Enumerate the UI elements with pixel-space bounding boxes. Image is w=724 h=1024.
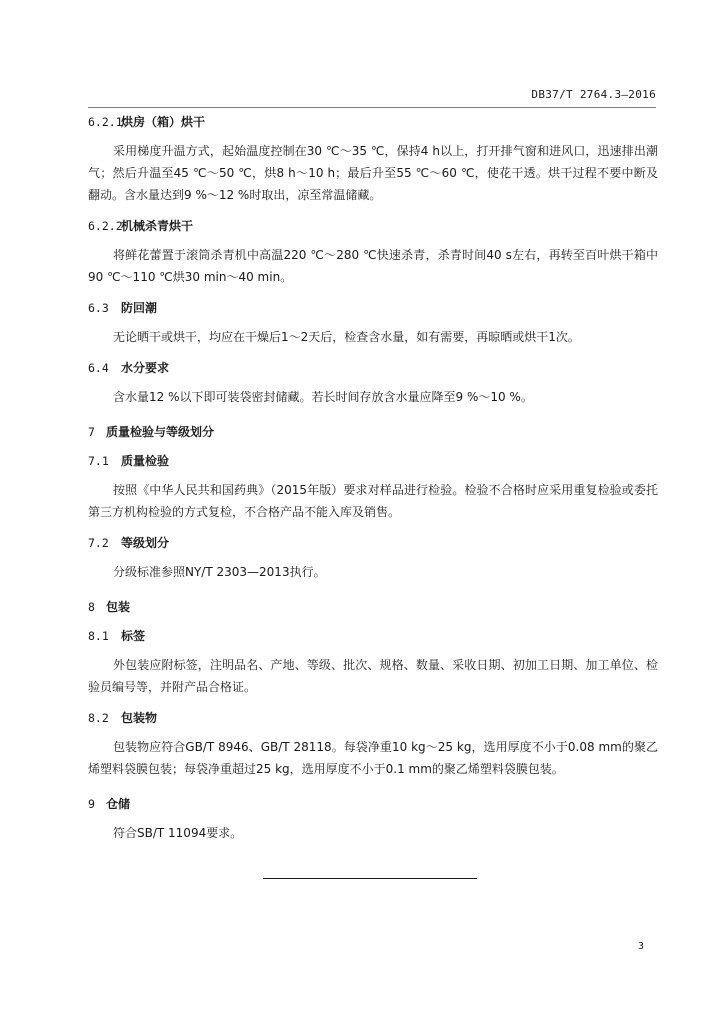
body-paragraph: 采用梯度升温方式，起始温度控制在30 ℃～35 ℃，保持4 h以上，打开排气窗和进风口，迅速排出潮气；然后升温至45 ℃～50 ℃，烘8 h～10 h；最后升至55 ℃～60 ℃，使花干透。烘干过程不要中断及翻动。含水量达到9 %～12 %时取出，凉至常温储藏。 xyxy=(88,144,658,202)
section-heading xyxy=(88,598,658,616)
section-heading xyxy=(88,423,658,441)
section-title: 包装物 xyxy=(121,711,158,725)
section-title: 仓储 xyxy=(106,797,131,811)
section-number: 8 xyxy=(88,600,95,614)
section-heading xyxy=(88,627,658,645)
section-heading xyxy=(88,452,658,470)
section-number: 6.2.2 xyxy=(88,219,123,233)
section-number: 7.2 xyxy=(88,536,109,550)
section-number: 8.2 xyxy=(88,711,109,725)
section-number: 6.4 xyxy=(88,361,109,375)
section-title: 标签 xyxy=(121,629,146,643)
section-heading xyxy=(88,113,658,131)
body-paragraph: 外包装应附标签，注明品名、产地、等级、批次、规格、数量、采收日期、初加工日期、加工单位、检验员编号等，并附产品合格证。 xyxy=(88,658,658,694)
document-code: DB37/T 2764.3—2016 xyxy=(531,88,656,101)
section-title: 烘房（箱）烘干 xyxy=(121,115,206,129)
section-title: 包装 xyxy=(106,600,131,614)
section-number: 6.3 xyxy=(88,301,109,315)
section-title: 等级划分 xyxy=(121,536,170,550)
section-title: 水分要求 xyxy=(121,361,170,375)
section-heading xyxy=(88,299,658,317)
body-paragraph: 包装物应符合GB/T 8946、GB/T 28118。每袋净重10 kg～25 kg，选用厚度不小于0.08 mm的聚乙烯塑料袋膜包装；每袋净重超过25 kg，选用厚度不小于0.1 mm的聚乙烯塑料袋膜包装。 xyxy=(88,740,658,776)
section-title: 质量检验 xyxy=(121,454,170,468)
body-paragraph: 将鲜花蕾置于滚筒杀青机中高温220 ℃～280 ℃快速杀青，杀青时间40 s左右，再转至百叶烘干箱中90 ℃～110 ℃烘30 min～40 min。 xyxy=(88,248,658,284)
section-heading xyxy=(88,217,658,235)
section-heading xyxy=(88,709,658,727)
body-paragraph: 分级标准参照NY/T 2303—2013执行。 xyxy=(113,565,326,579)
section-heading xyxy=(88,795,658,813)
body-paragraph: 无论晒干或烘干，均应在干燥后1～2天后，检查含水量，如有需要，再晾晒或烘干1次。 xyxy=(113,330,580,344)
page-number: 3 xyxy=(637,941,644,952)
end-of-document-rule xyxy=(263,878,477,879)
header-rule xyxy=(88,107,656,108)
section-heading xyxy=(88,359,658,377)
section-heading xyxy=(88,534,658,552)
body-paragraph: 按照《中华人民共和国药典》（2015年版）要求对样品进行检验。检验不合格时应采用重复检验或委托第三方机构检验的方式复检，不合格产品不能入库及销售。 xyxy=(88,483,658,519)
section-number: 6.2.1 xyxy=(88,115,123,129)
document-body xyxy=(88,113,658,844)
body-paragraph: 含水量12 %以下即可装袋密封储藏。若长时间存放含水量应降至9 %～10 %。 xyxy=(113,390,533,404)
section-number: 7 xyxy=(88,425,95,439)
body-paragraph: 符合SB/T 11094要求。 xyxy=(113,826,243,840)
section-title: 机械杀青烘干 xyxy=(121,219,194,233)
section-number: 8.1 xyxy=(88,629,109,643)
section-title: 防回潮 xyxy=(121,301,158,315)
section-number: 9 xyxy=(88,797,95,811)
section-title: 质量检验与等级划分 xyxy=(106,425,215,439)
section-number: 7.1 xyxy=(88,454,109,468)
